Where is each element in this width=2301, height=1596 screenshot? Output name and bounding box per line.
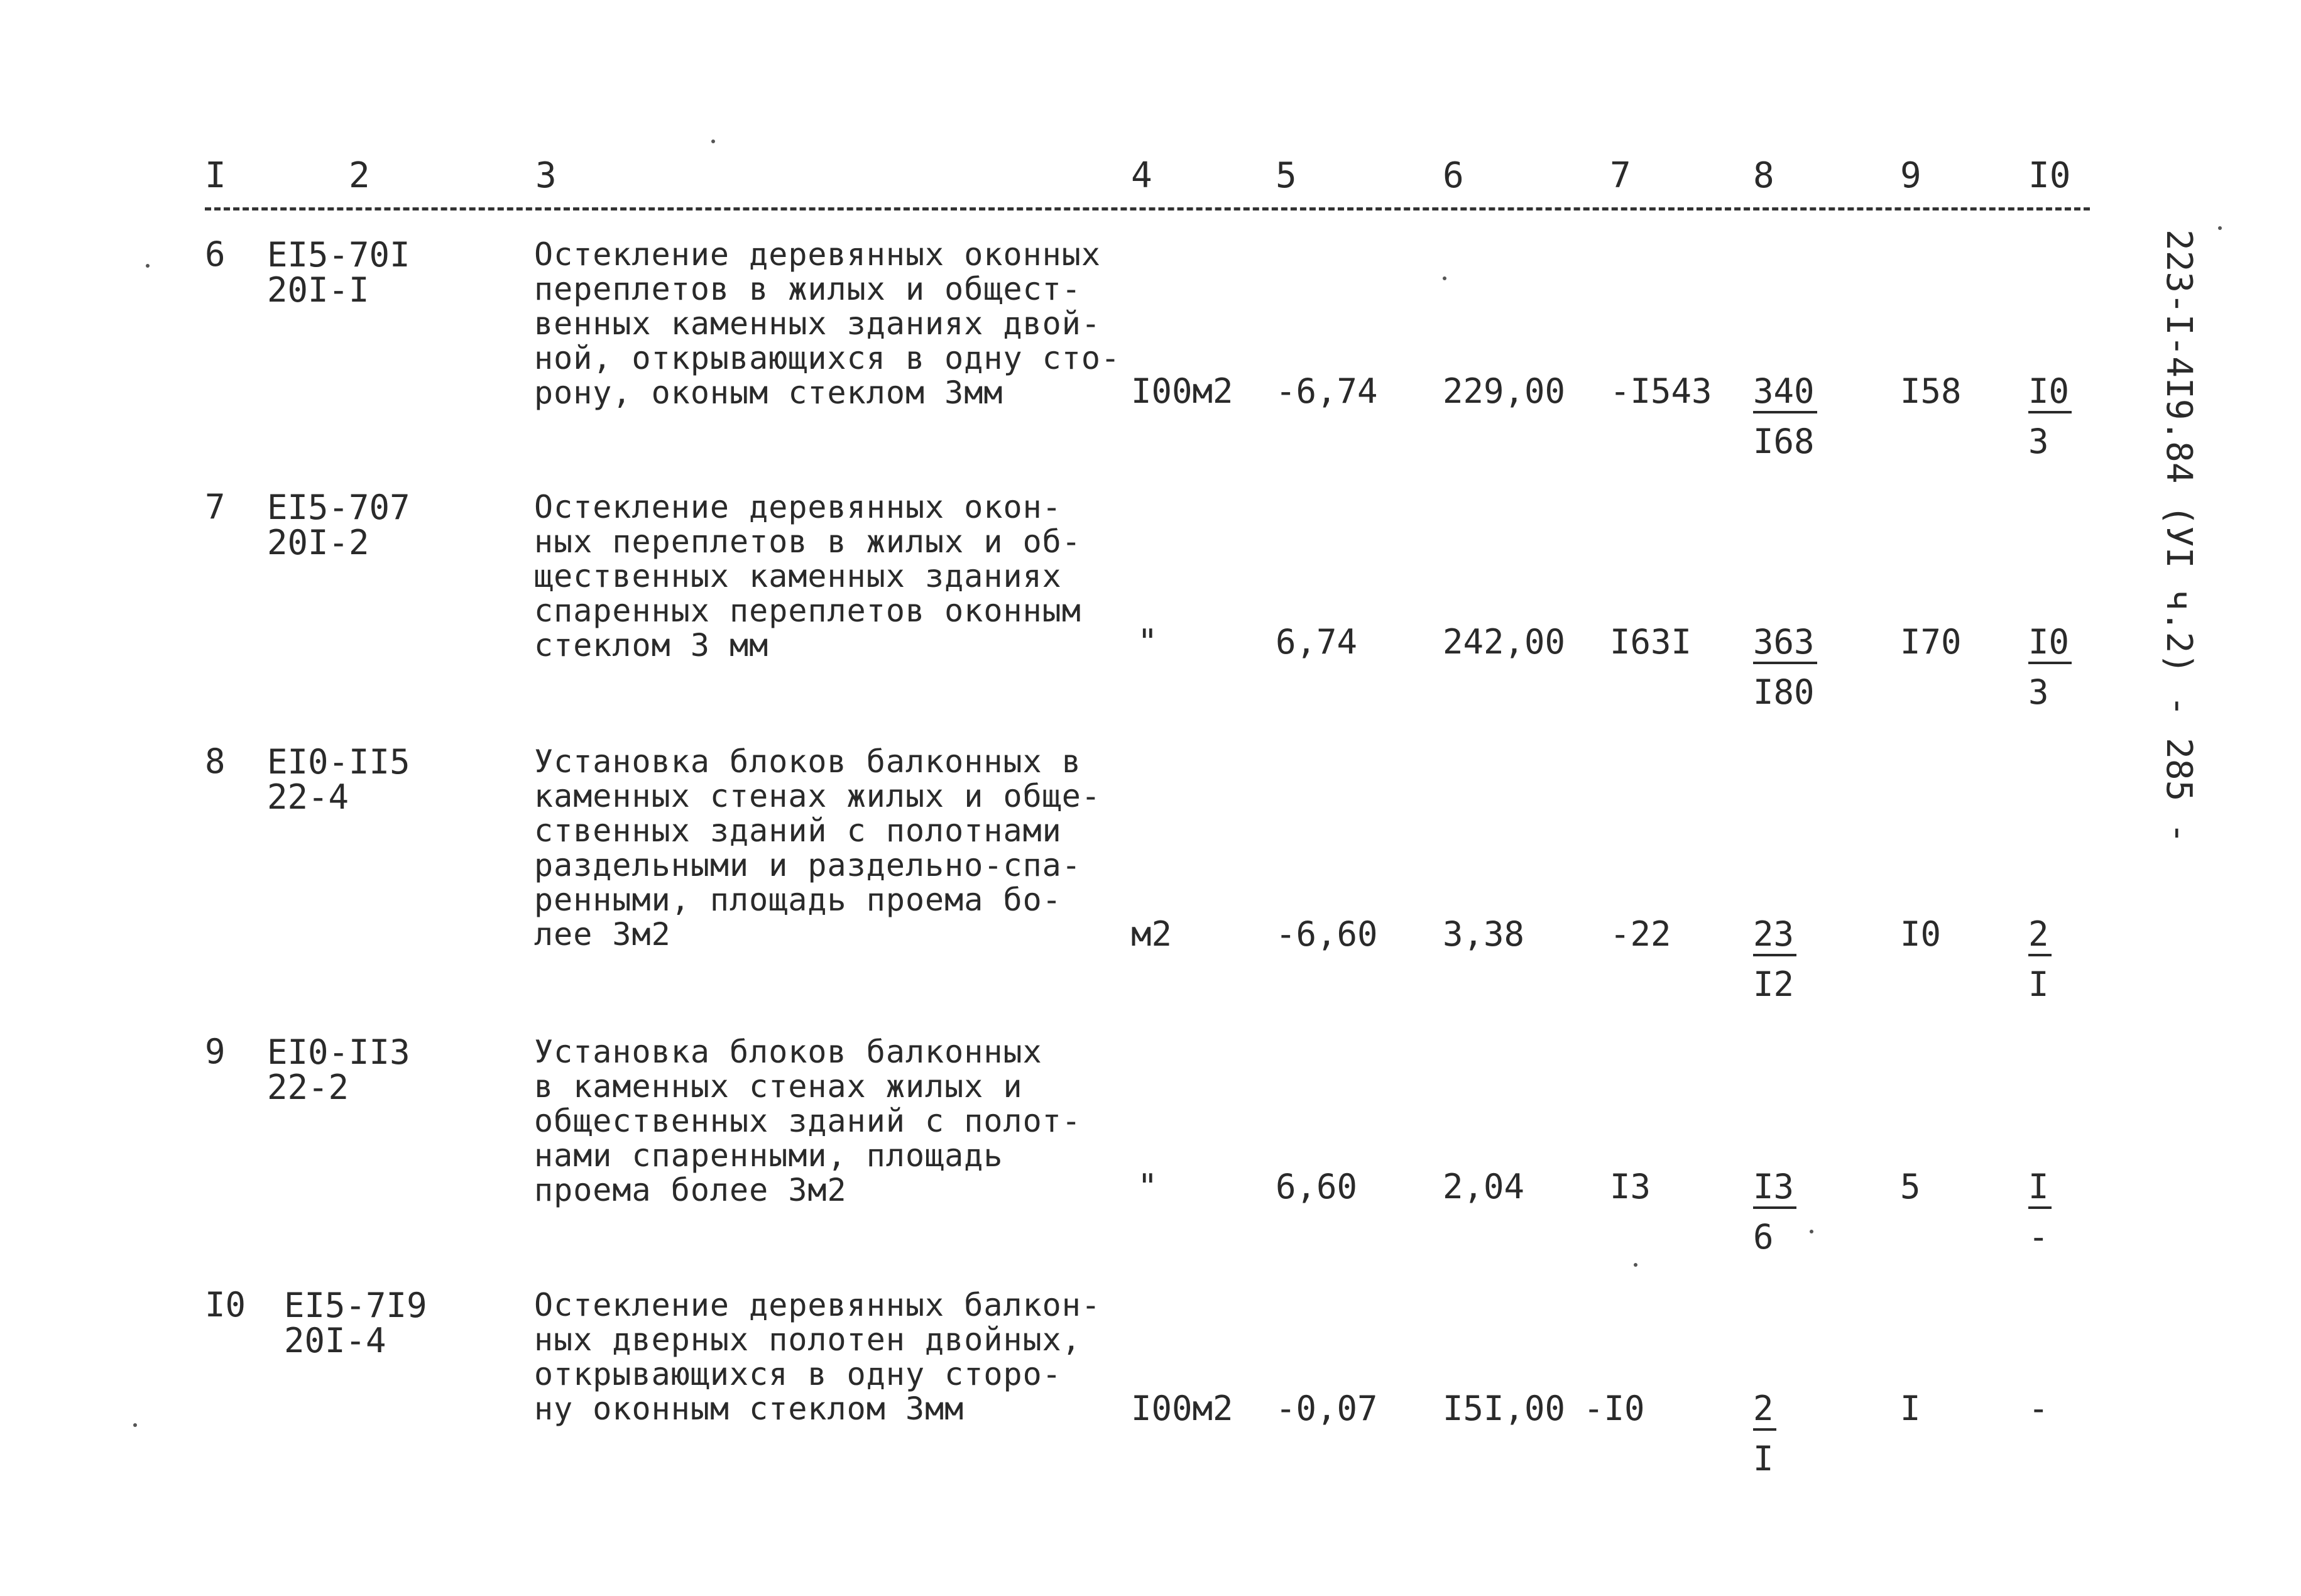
row-col8-upper: 2 [1753, 1392, 1776, 1431]
row-col10-lower: 3 [2028, 672, 2049, 712]
row-col8 [1753, 622, 1817, 712]
row-col10-upper: 2 [2028, 917, 2052, 956]
col-header-6: 6 [1443, 155, 1464, 196]
row-col9: I [1900, 1389, 1921, 1428]
row-col10 [2028, 622, 2072, 712]
row-subcode: 20I-2 [267, 523, 369, 562]
row-col5: 6,74 [1276, 622, 1358, 662]
row-number: 8 [205, 741, 226, 781]
row-col5: -0,07 [1276, 1389, 1378, 1428]
row-code: EI0-II5 [267, 742, 410, 782]
row-unit: м2 [1131, 914, 1172, 954]
col-header-7: 7 [1610, 155, 1631, 196]
row-col8-lower: 6 [1753, 1217, 1774, 1257]
header-rule [205, 207, 2090, 210]
scan-speck [146, 264, 150, 268]
row-col8-lower: I2 [1753, 965, 1795, 1004]
row-col5: -6,60 [1276, 914, 1378, 954]
row-col8-lower: I80 [1753, 672, 1815, 712]
scan-speck [711, 139, 715, 143]
row-col10-upper: I [2028, 1170, 2052, 1209]
row-col10-lower: - [2028, 1217, 2049, 1257]
row-col5: 6,60 [1276, 1167, 1358, 1206]
scan-speck [1443, 276, 1446, 280]
row-unit: I00м2 [1131, 371, 1233, 411]
row-col10: - [2028, 1389, 2049, 1428]
col-header-10: I0 [2028, 155, 2071, 196]
scan-speck [1634, 1263, 1637, 1267]
row-col8 [1753, 1389, 1776, 1478]
row-subcode: 22-2 [267, 1068, 349, 1107]
row-col8-upper: 363 [1753, 625, 1817, 664]
row-code: EI5-70I [267, 235, 410, 275]
row-col8-upper: 340 [1753, 374, 1817, 413]
row-col8 [1753, 371, 1817, 461]
row-code: EI0-II3 [267, 1032, 410, 1072]
row-col8 [1753, 1167, 1796, 1257]
row-code: EI5-707 [267, 488, 410, 527]
row-col6: 242,00 [1443, 622, 1566, 662]
side-label [2143, 229, 2199, 921]
row-col8-upper: I3 [1753, 1170, 1796, 1209]
row-description: Установка блоков балконных в каменных стенах жилых и обще- ственных зданий с полотнами раздельными и раздельно-спа- ренными, площадь проема бо- лее 3м2 [534, 743, 1101, 953]
row-col8-lower: I68 [1753, 422, 1815, 461]
row-col6: 229,00 [1443, 371, 1566, 411]
scan-speck [2218, 226, 2222, 230]
row-subcode: 20I-4 [284, 1321, 386, 1360]
row-unit: " [1137, 1167, 1158, 1206]
scan-speck [133, 1423, 137, 1427]
table-row [0, 1032, 2136, 1286]
row-number: 6 [205, 234, 226, 274]
row-col10-upper: I0 [2028, 374, 2072, 413]
row-col8-lower: I [1753, 1439, 1774, 1478]
row-number: 7 [205, 487, 226, 527]
col-header-2: 2 [349, 155, 370, 196]
row-col10 [2028, 914, 2052, 1004]
side-label-text: 223-I-4I9.84 (УI ч.2) - 285 - [2158, 229, 2199, 844]
table-row [0, 1285, 2136, 1539]
table-row [0, 487, 2136, 741]
row-col8 [1753, 914, 1796, 1004]
col-header-3: 3 [535, 155, 557, 196]
row-col10 [2028, 1167, 2052, 1257]
row-number: I0 [205, 1285, 246, 1325]
row-subcode: 22-4 [267, 777, 349, 817]
row-col6: 3,38 [1443, 914, 1525, 954]
col-header-4: 4 [1131, 155, 1152, 196]
row-description: Остекление деревянных окон- ных переплетов в жилых и об- щественных каменных зданиях спаренных переплетов оконным стеклом 3 мм [534, 489, 1081, 664]
col-header-8: 8 [1753, 155, 1774, 196]
row-col10 [2028, 371, 2072, 461]
table-row [0, 741, 2136, 1004]
row-col7: I63I [1610, 622, 1692, 662]
table-row [0, 234, 2136, 489]
row-col10-lower: 3 [2028, 422, 2049, 461]
row-col10-upper: I0 [2028, 625, 2072, 664]
row-subcode: 20I-I [267, 270, 369, 310]
row-description: Остекление деревянных балкон- ных дверных полотен двойных, открывающихся в одну сторо- ну оконным стеклом 3мм [534, 1287, 1101, 1427]
row-col5: -6,74 [1276, 371, 1378, 411]
row-col8-upper: 23 [1753, 917, 1796, 956]
col-header-1: I [205, 155, 226, 196]
row-col7: -I543 [1610, 371, 1712, 411]
row-col10-lower: I [2028, 965, 2049, 1004]
row-col7: -22 [1610, 914, 1671, 954]
row-col9: 5 [1900, 1167, 1921, 1206]
col-header-5: 5 [1276, 155, 1297, 196]
row-code: EI5-7I9 [284, 1286, 427, 1325]
col-header-9: 9 [1900, 155, 1921, 196]
scan-speck [1810, 1230, 1813, 1233]
row-col9: I70 [1900, 622, 1962, 662]
row-description: Остекление деревянных оконных переплетов в жилых и общест- венных каменных зданиях двой- ной, открывающихся в одну сто- рону, оконым стеклом 3мм [534, 236, 1121, 411]
row-description: Установка блоков балконных в каменных стенах жилых и общественных зданий с полот- нами спаренными, площадь проема более 3м2 [534, 1034, 1081, 1208]
row-col9: I0 [1900, 914, 1942, 954]
row-unit: " [1137, 622, 1158, 662]
row-number: 9 [205, 1032, 226, 1071]
row-col6: 2,04 [1443, 1167, 1525, 1206]
row-col6: I5I,00 [1443, 1389, 1566, 1428]
row-col9: I58 [1900, 371, 1962, 411]
row-col7: I3 [1610, 1167, 1651, 1206]
row-col7: -I0 [1583, 1389, 1645, 1428]
row-unit: I00м2 [1131, 1389, 1233, 1428]
